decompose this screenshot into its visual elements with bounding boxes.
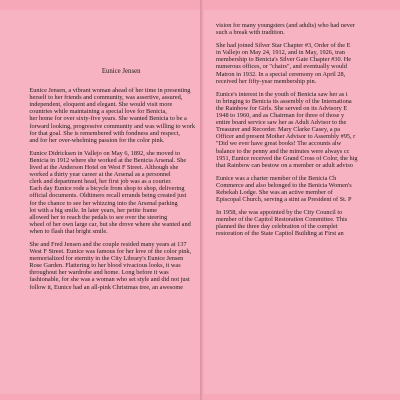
text-line: Treasurer and Recorder. Mary Clarke Casey, a pa (216, 126, 341, 134)
text-line: wheel of her own large car, but she drove where she wanted and (29, 220, 191, 228)
text-line: She had joined Silver Star Chapter #3, Order of the E (216, 42, 351, 50)
paragraph (216, 22, 358, 36)
text-line: Commerce and also belonged to the Benicia Women's (216, 181, 352, 189)
text-line: allowed her to reach the pedals to see over the steering (29, 213, 168, 221)
text-line: forward looking, progressive community and was willing to work (29, 122, 195, 130)
text-line: Eunice Didricksen in Vallejo on May 6, 1892, she moved to (29, 149, 181, 157)
text-line: Rebekah Lodge. She was an active member of (216, 188, 333, 196)
text-line: Matron in 1932. In a special ceremony on April 28, (216, 70, 346, 78)
text-line: throughout her wardrobe and home. Long before it was (29, 269, 169, 277)
document-title: Eunice Jensen (101, 68, 141, 75)
right-page-text (216, 22, 358, 238)
text-line: 1951, Eunice received the Grand Cross of Color, the hig (216, 154, 358, 162)
text-line: for that goal. She is remembered with fondness and respect, (29, 129, 180, 137)
text-line: member of the Capitol Restoration Committee. This (216, 216, 348, 224)
text-line: restoration of the State Capitol Building at First an (216, 230, 344, 238)
text-line: "Did we ever have great books! The accounts alw (216, 140, 342, 148)
text-line: the Rainbow for Girls. She served on its Advisory E (216, 104, 348, 112)
text-line: 1948 to 1960, and as Chairman for three of those y (216, 112, 345, 120)
left-page-text (29, 10, 195, 291)
text-line: worked a thirty year career at the Arsenal as a personnel (29, 171, 171, 179)
text-line: numerous offices, or "chairs", and eventually would (216, 63, 347, 71)
text-line: membership to Benicia's Silver Gate Chapter #30. He (216, 56, 352, 64)
text-line: lived at the Anderson Hotel on West F Street. Although she (29, 164, 179, 172)
paragraph (29, 87, 195, 144)
text-line: Episcopal Church, serving a stint as President of St. P (216, 196, 352, 204)
text-line: vision for many youngsters (and adults) who had never (216, 22, 355, 29)
text-line: official documents. Oldtimers recall errands being created just (29, 192, 187, 200)
text-line: such a break with tradition. (216, 29, 285, 37)
text-line: lot with a big smile. In later years, her petite frame (29, 206, 158, 214)
right-page (204, 10, 400, 394)
text-line: when to flash that bright smile. (29, 227, 108, 235)
text-line: entire board service saw her as Adult Advisor to the (216, 119, 347, 127)
text-line: balance to the penny and the minutes were always cc (216, 147, 350, 155)
paragraph (216, 175, 358, 203)
text-line: She and Fred Jensen and the couple resided many years at 137 (29, 240, 187, 248)
text-line: and for her over-whelming passion for the color pink. (29, 136, 165, 144)
text-line: in Vallejo on May 24, 1912, and in May, 1926, tran (216, 49, 345, 57)
text-line: Eunice was a charter member of the Benicia Ch (216, 174, 337, 182)
text-line: Rose Garden. Flattering to her blood vivacious looks, it was (29, 262, 181, 270)
text-line: in bringing to Benicia its assembly of the Internationa (216, 97, 352, 105)
text-line: Benicia in 1912 where she worked at the Benicia Arsenal. She (29, 156, 187, 164)
left-page (0, 10, 200, 394)
text-line: her home for over sixty-five years. She wanted Benicia to be a (29, 115, 187, 123)
text-line: countries while maintaining a special love for Benicia, (29, 108, 167, 116)
text-line: In 1958, she was appointed by the City Council to (216, 209, 343, 217)
paragraph (216, 91, 358, 169)
text-line: Each day Eunice rode a bicycle from shop to shop, delivering (29, 185, 185, 193)
paragraph (29, 150, 195, 235)
text-line: that Rainbow can bestow on a member or adult adviso (216, 161, 353, 169)
text-line: received her fifty-year membership pin. (216, 77, 317, 85)
text-line: planned the three day celebration of the complet (216, 223, 338, 231)
text-line: follow it, Eunice had an all-pink Christmas tree, an awesome (29, 283, 184, 291)
right-page-paragraphs (216, 22, 358, 238)
paragraph (216, 42, 358, 85)
text-line: Officer and present Mother Advisor to Assembly #95, r (216, 133, 356, 141)
text-line: clerk and department head, her first job was as a courier. (29, 178, 172, 186)
text-line: memorialized for eternity in the City Library's Eunice Jensen (29, 255, 184, 263)
text-line: fashionable, for she was a woman who set style and did not just (29, 276, 190, 284)
paragraph (29, 241, 195, 291)
paragraph (216, 209, 358, 237)
text-line: Eunice Jensen, a vibrant woman ahead of her time in presenting (29, 87, 191, 95)
text-line: West F Street. Eunice was famous for her love of the color pink, (29, 248, 192, 256)
text-line: for the chance to see her whizzing into the Arsenal parking (29, 199, 178, 207)
text-line: Eunice's interest in the youth of Benicia saw her as i (216, 90, 348, 98)
text-line: independent, eloquent and elegant. She would visit more (29, 101, 173, 109)
text-line: herself to her friends and community, was assertive, assured, (29, 94, 183, 102)
left-page-paragraphs (29, 87, 195, 291)
